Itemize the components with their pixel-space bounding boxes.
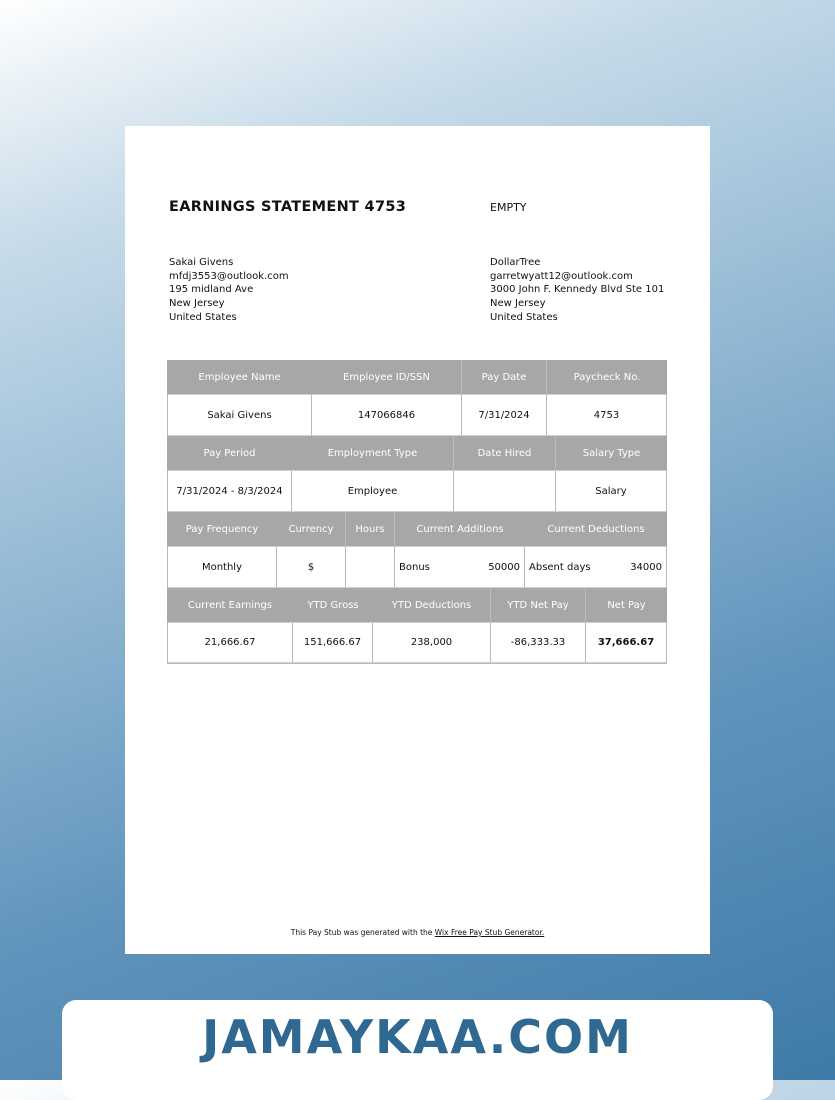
header-salary-type: Salary Type (582, 447, 641, 459)
employer-name-line: DollarTree (490, 257, 541, 268)
employee-id-value: 147066846 (312, 394, 462, 436)
statement-title: EARNINGS STATEMENT 4753 (169, 199, 407, 215)
employee-state-line: New Jersey (169, 298, 225, 310)
table-header-row (167, 588, 667, 622)
table-row (167, 470, 667, 512)
table-header-row (167, 512, 667, 546)
header-date-hired: Date Hired (454, 436, 556, 470)
employer-street-line: 3000 John F. Kennedy Blvd Ste 101 (490, 284, 665, 296)
addition-amount: 50000 (488, 561, 520, 573)
employer-state-line: New Jersey (490, 298, 546, 310)
pay-frequency-value: Monthly (168, 546, 277, 588)
header-currency: Currency (277, 512, 346, 546)
current-earnings-value: 21,666.67 (168, 622, 293, 663)
employee-name-value: Sakai Givens (168, 394, 312, 436)
header-ytd-net-pay: YTD Net Pay (491, 588, 586, 622)
ytd-deductions-value: 238,000 (373, 622, 491, 663)
header-employee-name: Employee Name (198, 371, 281, 383)
net-pay-value: 37,666.67 (586, 622, 666, 663)
header-pay-period: Pay Period (203, 447, 256, 459)
header-net-pay: Net Pay (607, 599, 646, 611)
hours-value (346, 546, 395, 588)
pay-period-value: 7/31/2024 - 8/3/2024 (168, 470, 292, 512)
employer-address-block (490, 256, 664, 325)
paycheck-no-value: 4753 (547, 394, 666, 436)
table-row (167, 546, 667, 588)
pay-date-value: 7/31/2024 (462, 394, 547, 436)
table-header-row (167, 360, 667, 394)
table-row (167, 622, 667, 664)
current-deductions-cell (525, 546, 666, 588)
table-header-row (167, 436, 667, 470)
generator-link[interactable]: Wix Free Pay Stub Generator. (434, 928, 545, 937)
deduction-label: Absent days (529, 561, 591, 573)
footer-text: This Pay Stub was generated with the (290, 928, 433, 937)
header-paycheck-no: Paycheck No. (573, 371, 641, 383)
current-additions-cell (395, 546, 525, 588)
header-ytd-deductions: YTD Deductions (373, 588, 491, 622)
employee-country-line: United States (169, 311, 237, 323)
date-hired-value (454, 470, 556, 512)
employee-email-line: mfdj3553@outlook.com (169, 270, 289, 282)
employee-name-line: Sakai Givens (169, 257, 234, 268)
earnings-table (167, 360, 667, 664)
employer-email-line: garretwyatt12@outlook.com (490, 270, 633, 282)
header-current-earnings: Current Earnings (187, 599, 273, 611)
header-employment-type: Employment Type (292, 436, 454, 470)
deduction-amount: 34000 (630, 561, 662, 573)
employee-street-line: 195 midland Ave (169, 284, 254, 296)
header-ytd-gross: YTD Gross (307, 599, 359, 611)
ytd-gross-value: 151,666.67 (293, 622, 373, 663)
addition-label: Bonus (399, 561, 430, 573)
currency-value: $ (277, 546, 346, 588)
header-hours: Hours (346, 512, 395, 546)
header-current-additions: Current Additions (416, 523, 504, 535)
header-employee-id: Employee ID/SSN (312, 360, 462, 394)
ytd-net-pay-value: -86,333.33 (491, 622, 586, 663)
employer-country-line: United States (490, 311, 558, 323)
pay-stub-page (125, 126, 710, 954)
header-pay-date: Pay Date (462, 360, 547, 394)
header-current-deductions: Current Deductions (547, 523, 645, 535)
salary-type-value: Salary (556, 470, 666, 512)
header-pay-frequency: Pay Frequency (185, 523, 259, 535)
watermark-banner (62, 1000, 773, 1100)
employment-type-value: Employee (292, 470, 454, 512)
brand-logo-text: JAMAYKAA.COM (202, 1010, 633, 1064)
status-label: EMPTY (490, 201, 527, 214)
generator-footer (125, 928, 710, 937)
employee-address-block (169, 256, 289, 325)
table-row (167, 394, 667, 436)
